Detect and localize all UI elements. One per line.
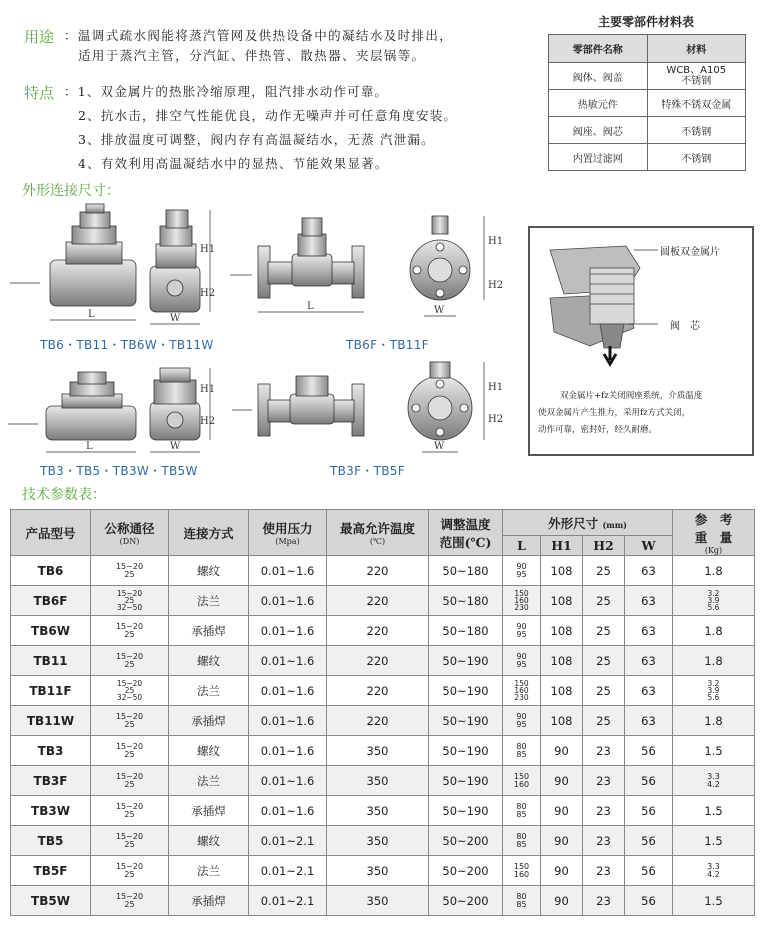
table-row — [11, 586, 755, 616]
cell-l: 80 85 — [503, 736, 541, 766]
cell-pressure: 0.01~2.1 — [249, 826, 327, 856]
mechanism-label-core: 阀 芯 — [670, 321, 700, 332]
valve-drawing-tb6f-side — [258, 218, 364, 298]
cell-connection: 螺纹 — [169, 556, 249, 586]
cell-dn: 15~20 25 — [91, 796, 169, 826]
valve-drawing-tb6f-front — [410, 216, 470, 300]
dim-label-h1: H1 — [488, 382, 504, 393]
material-value: WCB、A105 不锈钢 — [647, 63, 746, 90]
col-model: 产品型号 — [11, 510, 91, 556]
table-row — [11, 796, 755, 826]
cell-temp-range: 50~190 — [429, 766, 503, 796]
cell-w: 63 — [625, 646, 673, 676]
cell-h1: 90 — [541, 736, 583, 766]
caption-tb6f: TB6F・TB11F — [346, 338, 429, 352]
cell-max-temp: 350 — [327, 886, 429, 916]
cell-w: 63 — [625, 676, 673, 706]
caption-tb6: TB6・TB11・TB6W・TB11W — [40, 338, 214, 352]
usage-text — [64, 26, 453, 66]
valve-drawing-tb3f-front — [408, 362, 472, 440]
cell-temp-range: 50~180 — [429, 616, 503, 646]
dim-label-l: L — [88, 309, 95, 320]
cell-h2: 25 — [583, 616, 625, 646]
cell-weight: 1.8 — [673, 646, 755, 676]
cell-dn: 15~20 25 32~50 — [91, 676, 169, 706]
cell-h2: 25 — [583, 676, 625, 706]
cell-pressure: 0.01~1.6 — [249, 796, 327, 826]
cell-h2: 25 — [583, 646, 625, 676]
mechanism-description: 双金属片+fz关闭阀座系统，介质温度 使双金属片产生推力，采用fz方式关闭， 动作可靠，密封好，经久耐磨。 — [538, 391, 703, 435]
cell-weight: 3.3 4.2 — [673, 856, 755, 886]
cell-h1: 90 — [541, 826, 583, 856]
cell-model: TB5W — [11, 886, 91, 916]
table-row — [11, 856, 755, 886]
dim-label-h1: H1 — [488, 236, 504, 247]
cell-temp-range: 50~190 — [429, 676, 503, 706]
col-l: L — [503, 536, 541, 556]
cell-connection: 螺纹 — [169, 736, 249, 766]
cell-model: TB11W — [11, 706, 91, 736]
cell-pressure: 0.01~2.1 — [249, 856, 327, 886]
dim-label-w: W — [170, 313, 181, 324]
cell-weight: 1.5 — [673, 826, 755, 856]
cell-weight: 1.5 — [673, 886, 755, 916]
cell-max-temp: 220 — [327, 646, 429, 676]
usage-label: 用途 — [24, 28, 55, 46]
cell-h1: 90 — [541, 856, 583, 886]
cell-w: 56 — [625, 826, 673, 856]
cell-dn: 15~20 25 — [91, 856, 169, 886]
col-dims: 外形尺寸 (mm) — [503, 510, 673, 536]
dim-label-h2: H2 — [200, 288, 216, 299]
cell-l: 90 95 — [503, 706, 541, 736]
cell-connection: 承插焊 — [169, 886, 249, 916]
cell-dn: 15~20 25 — [91, 766, 169, 796]
table-row — [11, 556, 755, 586]
col-weight: 参 考 重 量 (Kg) — [673, 510, 755, 556]
cell-h2: 25 — [583, 706, 625, 736]
materials-header: 材料 — [647, 35, 746, 63]
cell-max-temp: 350 — [327, 856, 429, 886]
feature-item: ：1、双金属片的热胀冷缩原理，阻汽排水动作可靠。 — [64, 84, 389, 99]
cell-temp-range: 50~200 — [429, 826, 503, 856]
cell-pressure: 0.01~1.6 — [249, 676, 327, 706]
materials-title: 主要零部件材料表 — [597, 15, 694, 29]
cell-w: 56 — [625, 886, 673, 916]
features-list — [64, 80, 457, 176]
cell-dn: 15~20 25 — [91, 886, 169, 916]
cell-weight: 1.8 — [673, 706, 755, 736]
cell-model: TB11 — [11, 646, 91, 676]
cell-dn: 15~20 25 — [91, 646, 169, 676]
cell-dn: 15~20 25 — [91, 616, 169, 646]
cell-h2: 23 — [583, 766, 625, 796]
cell-h2: 23 — [583, 796, 625, 826]
table-row — [11, 826, 755, 856]
dim-label-h2: H2 — [488, 414, 504, 425]
cell-connection: 法兰 — [169, 766, 249, 796]
cell-l: 80 85 — [503, 796, 541, 826]
cell-h2: 23 — [583, 886, 625, 916]
cell-weight: 1.8 — [673, 556, 755, 586]
col-dn: 公称通径 (DN) — [91, 510, 169, 556]
cell-dn: 15~20 25 32~50 — [91, 586, 169, 616]
cell-pressure: 0.01~1.6 — [249, 556, 327, 586]
cell-pressure: 0.01~1.6 — [249, 616, 327, 646]
cell-w: 56 — [625, 736, 673, 766]
cell-dn: 15~20 25 — [91, 736, 169, 766]
dim-label-l: L — [86, 441, 93, 452]
valve-drawing-tb6-front — [150, 210, 200, 312]
material-part: 热敏元件 — [549, 90, 648, 117]
table-row — [11, 706, 755, 736]
cell-model: TB6W — [11, 616, 91, 646]
cell-dn: 15~20 25 — [91, 556, 169, 586]
cell-h1: 108 — [541, 646, 583, 676]
table-row — [11, 736, 755, 766]
cell-h2: 23 — [583, 826, 625, 856]
cell-pressure: 0.01~1.6 — [249, 646, 327, 676]
dim-label-w: W — [434, 441, 445, 452]
cell-l: 80 85 — [503, 826, 541, 856]
cell-weight: 3.3 4.2 — [673, 766, 755, 796]
cell-model: TB11F — [11, 676, 91, 706]
caption-tb3: TB3・TB5・TB3W・TB5W — [40, 464, 198, 478]
dims-title: 外形连接尺寸： — [22, 183, 120, 199]
col-h2: H2 — [583, 536, 625, 556]
cell-model: TB3 — [11, 736, 91, 766]
feature-item: 2、抗水击，排空气性能优良，动作无噪声并可任意角度安装。 — [78, 108, 458, 123]
cell-connection: 螺纹 — [169, 646, 249, 676]
cell-h1: 108 — [541, 706, 583, 736]
cell-max-temp: 220 — [327, 616, 429, 646]
col-h1: H1 — [541, 536, 583, 556]
cell-model: TB3W — [11, 796, 91, 826]
dim-label-h2: H2 — [488, 280, 504, 291]
cell-l: 90 95 — [503, 556, 541, 586]
cell-weight: 3.2 3.9 5.6 — [673, 676, 755, 706]
col-pressure: 使用压力 (Mpa) — [249, 510, 327, 556]
cell-max-temp: 350 — [327, 766, 429, 796]
material-part: 阀座、阀芯 — [549, 117, 648, 144]
cell-temp-range: 50~200 — [429, 886, 503, 916]
cell-temp-range: 50~180 — [429, 586, 503, 616]
params-table — [10, 509, 755, 916]
material-part: 阀体、阀盖 — [549, 63, 648, 90]
cell-pressure: 0.01~2.1 — [249, 886, 327, 916]
cell-temp-range: 50~190 — [429, 706, 503, 736]
cell-h1: 90 — [541, 766, 583, 796]
cell-l: 150 160 — [503, 856, 541, 886]
cell-h1: 90 — [541, 886, 583, 916]
cell-temp-range: 50~190 — [429, 646, 503, 676]
cell-w: 63 — [625, 616, 673, 646]
cell-dn: 15~20 25 — [91, 826, 169, 856]
cell-connection: 螺纹 — [169, 826, 249, 856]
materials-table — [548, 34, 746, 171]
dim-label-w: W — [434, 305, 445, 316]
usage-line: ：温调式疏水阀能将蒸汽管网及供热设备中的凝结水及时排出， — [64, 28, 454, 43]
cell-max-temp: 220 — [327, 676, 429, 706]
material-value: 特殊不锈双金属 — [647, 90, 746, 117]
cell-pressure: 0.01~1.6 — [249, 766, 327, 796]
dim-label-l: L — [307, 301, 314, 312]
cell-h1: 108 — [541, 586, 583, 616]
material-value: 不锈钢 — [647, 144, 746, 171]
col-connection: 连接方式 — [169, 510, 249, 556]
params-body — [11, 556, 755, 916]
cell-pressure: 0.01~1.6 — [249, 736, 327, 766]
dim-label-h1: H1 — [200, 384, 216, 395]
cell-weight: 1.5 — [673, 796, 755, 826]
cell-model: TB6 — [11, 556, 91, 586]
material-value: 不锈钢 — [647, 117, 746, 144]
col-max-temp: 最高允许温度 (℃) — [327, 510, 429, 556]
cell-max-temp: 220 — [327, 706, 429, 736]
cell-weight: 3.2 3.9 5.6 — [673, 586, 755, 616]
cell-max-temp: 220 — [327, 556, 429, 586]
cell-h1: 108 — [541, 616, 583, 646]
cell-l: 90 95 — [503, 646, 541, 676]
mechanism-label-bimetal: 圆板双金属片 — [660, 247, 720, 258]
cell-weight: 1.5 — [673, 736, 755, 766]
cell-connection: 法兰 — [169, 676, 249, 706]
cell-max-temp: 350 — [327, 736, 429, 766]
cell-h2: 23 — [583, 856, 625, 886]
cell-w: 63 — [625, 586, 673, 616]
cell-model: TB5 — [11, 826, 91, 856]
mechanism-box — [528, 226, 754, 456]
valve-drawing-tb3-side — [46, 372, 136, 440]
feature-item: 4、有效利用高温凝结水中的显热、节能效果显著。 — [78, 156, 389, 171]
cell-connection: 承插焊 — [169, 706, 249, 736]
cell-h1: 90 — [541, 796, 583, 826]
col-temp-range: 调整温度 范围(℃) — [429, 510, 503, 556]
cell-connection: 承插焊 — [169, 796, 249, 826]
cell-max-temp: 350 — [327, 826, 429, 856]
cell-w: 63 — [625, 706, 673, 736]
cell-connection: 法兰 — [169, 586, 249, 616]
valve-drawing-tb6-side — [50, 204, 136, 306]
materials-header: 零部件名称 — [549, 35, 648, 63]
cell-l: 150 160 — [503, 766, 541, 796]
valve-drawing-tb3f-side — [258, 376, 364, 436]
cell-l: 90 95 — [503, 616, 541, 646]
dim-label-h1: H1 — [200, 244, 216, 255]
cell-w: 56 — [625, 766, 673, 796]
cell-h1: 108 — [541, 676, 583, 706]
cell-h2: 25 — [583, 556, 625, 586]
col-w: W — [625, 536, 673, 556]
caption-tb3f: TB3F・TB5F — [330, 464, 405, 478]
table-row — [11, 766, 755, 796]
params-title: 技术参数表： — [22, 487, 106, 503]
cell-dn: 15~20 25 — [91, 706, 169, 736]
cell-h1: 108 — [541, 556, 583, 586]
cell-pressure: 0.01~1.6 — [249, 706, 327, 736]
cell-w: 56 — [625, 856, 673, 886]
features-label: 特点 — [24, 84, 55, 102]
table-row — [11, 886, 755, 916]
cell-connection: 承插焊 — [169, 616, 249, 646]
cell-pressure: 0.01~1.6 — [249, 586, 327, 616]
cell-l: 80 85 — [503, 886, 541, 916]
cell-model: TB3F — [11, 766, 91, 796]
usage-line: 适用于蒸汽主管，分汽缸、伴热管、散热器、夹层锅等。 — [78, 48, 426, 63]
cell-max-temp: 220 — [327, 586, 429, 616]
cell-h2: 23 — [583, 736, 625, 766]
cell-temp-range: 50~180 — [429, 556, 503, 586]
cell-model: TB5F — [11, 856, 91, 886]
valve-drawing-tb3-front — [150, 368, 200, 440]
cell-weight: 1.8 — [673, 616, 755, 646]
cell-max-temp: 350 — [327, 796, 429, 826]
cell-model: TB6F — [11, 586, 91, 616]
material-part: 内置过滤网 — [549, 144, 648, 171]
feature-item: 3、排放温度可调整，阀内存有高温凝结水，无蒸 汽泄漏。 — [78, 132, 435, 147]
cell-w: 63 — [625, 556, 673, 586]
table-row — [11, 646, 755, 676]
cell-w: 56 — [625, 796, 673, 826]
cell-temp-range: 50~190 — [429, 796, 503, 826]
dim-label-h2: H2 — [200, 416, 216, 427]
cell-temp-range: 50~190 — [429, 736, 503, 766]
cell-temp-range: 50~200 — [429, 856, 503, 886]
table-row — [11, 676, 755, 706]
cell-l: 150 160 230 — [503, 586, 541, 616]
cell-l: 150 160 230 — [503, 676, 541, 706]
cell-connection: 法兰 — [169, 856, 249, 886]
cell-h2: 25 — [583, 586, 625, 616]
dim-label-w: W — [170, 441, 181, 452]
table-row — [11, 616, 755, 646]
